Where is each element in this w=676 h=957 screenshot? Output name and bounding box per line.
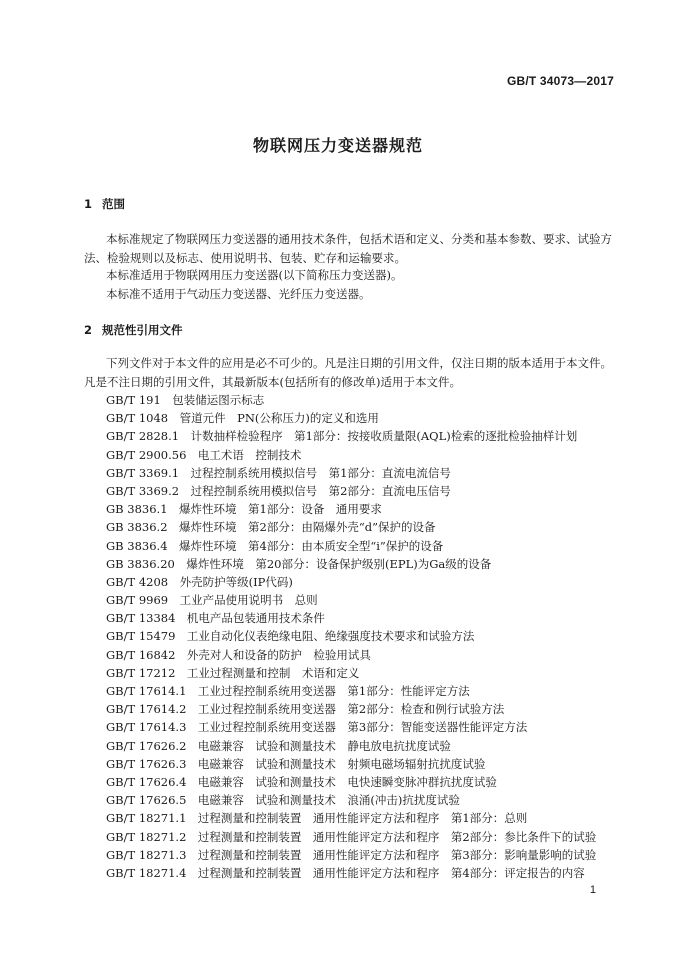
section-number: 1 (84, 197, 93, 211)
reference-item (106, 664, 596, 682)
reference-title: 爆炸性环境 第1部分：设备 通用要求 (179, 502, 382, 517)
reference-code: GB/T 191 (106, 393, 161, 407)
reference-title: 工业产品使用说明书 总则 (179, 593, 318, 608)
reference-code: GB 3836.4 (106, 538, 168, 553)
reference-code: GB/T 13384 (106, 611, 176, 626)
reference-item (106, 700, 596, 718)
reference-code: GB/T 16842 (106, 647, 176, 662)
section-2-heading (84, 322, 183, 338)
reference-item (106, 591, 596, 609)
reference-spacer (186, 720, 198, 734)
reference-item (106, 627, 596, 645)
reference-spacer (186, 848, 198, 862)
reference-spacer (186, 811, 198, 825)
reference-code: GB 3836.2 (106, 520, 168, 535)
reference-code: GB/T 17614.1 (106, 684, 187, 698)
reference-item (106, 609, 596, 627)
reference-title: 工业过程测量和控制 术语和定义 (186, 665, 360, 680)
reference-spacer (175, 557, 187, 571)
reference-code: GB/T 3369.2 (106, 483, 180, 498)
reference-spacer (168, 411, 180, 425)
reference-title: 电磁兼容 试验和测量技术 射频电磁场辐射抗扰度试验 (197, 756, 486, 771)
reference-code: GB/T 1048 (106, 411, 169, 426)
reference-item (106, 809, 596, 827)
reference-item (106, 537, 596, 555)
reference-spacer (168, 575, 180, 589)
section-number: 2 (84, 323, 93, 337)
reference-item (106, 737, 596, 755)
reference-item (106, 446, 596, 464)
reference-spacer (175, 611, 187, 625)
reference-title: 过程控制系统用模拟信号 第1部分：直流电流信号 (190, 465, 451, 480)
reference-spacer (161, 393, 173, 407)
reference-title: 爆炸性环境 第20部分：设备保护级别(EPL)为Ga级的设备 (186, 556, 492, 571)
reference-code: GB/T 2828.1 (106, 429, 180, 444)
reference-title: 外壳对人和设备的防护 检验用试具 (186, 647, 371, 662)
reference-spacer (168, 520, 180, 534)
reference-code: GB/T 2900.56 (106, 447, 187, 462)
reference-item (106, 828, 596, 846)
reference-code: GB/T 17626.5 (106, 793, 187, 808)
reference-title: 包装储运图示标志 (172, 393, 265, 407)
reference-title: 过程测量和控制装置 通用性能评定方法和程序 第4部分：评定报告的内容 (197, 865, 585, 880)
reference-spacer (186, 739, 198, 753)
reference-code: GB/T 17626.2 (106, 738, 187, 753)
reference-code: GB/T 17626.4 (106, 774, 187, 789)
reference-title: 机电产品包装通用技术条件 (186, 611, 325, 626)
reference-code: GB/T 18271.2 (106, 829, 187, 844)
reference-code: GB 3836.1 (106, 502, 168, 517)
reference-title: 管道元件 PN(公称压力)的定义和选用 (179, 411, 379, 426)
reference-spacer (186, 866, 198, 880)
reference-item (106, 573, 596, 591)
reference-code: GB 3836.20 (106, 556, 175, 571)
reference-title: 电磁兼容 试验和测量技术 浪涌(冲击)抗扰度试验 (197, 793, 460, 808)
section-1-heading (84, 196, 125, 212)
reference-item (106, 773, 596, 791)
reference-code: GB/T 17212 (106, 665, 176, 680)
reference-title: 过程测量和控制装置 通用性能评定方法和程序 第1部分：总则 (197, 811, 528, 826)
reference-spacer (186, 448, 198, 462)
reference-title: 工业过程控制系统用变送器 第1部分：性能评定方法 (197, 684, 470, 698)
normative-references-list (106, 391, 596, 882)
reference-item (106, 755, 596, 773)
reference-title: 工业过程控制系统用变送器 第3部分：智能变送器性能评定方法 (197, 720, 528, 735)
reference-spacer (186, 702, 198, 716)
reference-item (106, 482, 596, 500)
reference-spacer (186, 757, 198, 771)
document-code: GB/T 34073—2017 (506, 74, 614, 88)
reference-spacer (179, 484, 191, 498)
reference-code: GB/T 17614.2 (106, 702, 187, 717)
reference-title: 过程测量和控制装置 通用性能评定方法和程序 第3部分：影响量影响的试验 (197, 847, 597, 862)
reference-spacer (175, 648, 187, 662)
reference-code: GB/T 18271.1 (106, 811, 187, 826)
document-title: 物联网压力变送器规范 (252, 136, 423, 155)
reference-title: 过程控制系统用模拟信号 第2部分：直流电压信号 (190, 483, 451, 498)
reference-title: 爆炸性环境 第4部分：由本质安全型“i”保护的设备 (179, 538, 444, 553)
reference-title: 工业自动化仪表绝缘电阻、绝缘强度技术要求和试验方法 (186, 629, 475, 644)
reference-item (106, 846, 596, 864)
reference-title: 计数抽样检验程序 第1部分：按接收质量限(AQL)检索的逐批检验抽样计划 (190, 429, 578, 444)
reference-item (106, 791, 596, 809)
reference-spacer (175, 629, 187, 643)
reference-spacer (179, 466, 191, 480)
reference-spacer (179, 429, 191, 443)
reference-title: 过程测量和控制装置 通用性能评定方法和程序 第2部分：参比条件下的试验 (197, 829, 597, 844)
reference-code: GB/T 17626.3 (106, 756, 187, 771)
section-title: 范围 (102, 197, 125, 211)
reference-spacer (168, 593, 180, 607)
reference-spacer (186, 775, 198, 789)
reference-title: 电磁兼容 试验和测量技术 电快速瞬变脉冲群抗扰度试验 (197, 774, 497, 789)
reference-spacer (168, 502, 180, 516)
reference-title: 电工术语 控制技术 (197, 447, 302, 462)
page-number: 1 (589, 884, 596, 896)
reference-code: GB/T 4208 (106, 574, 169, 589)
reference-title: 工业过程控制系统用变送器 第2部分：检查和例行试验方法 (197, 702, 505, 717)
scope-applicability: 本标准适用于物联网用压力变送器(以下简称压力变送器)。 (106, 268, 403, 282)
reference-item (106, 500, 596, 518)
reference-item (106, 718, 596, 736)
scope-exclusion: 本标准不适用于气动压力变送器、光纤压力变送器。 (106, 287, 371, 301)
reference-title: 外壳防护等级(IP代码) (179, 574, 293, 589)
reference-item (106, 682, 596, 700)
reference-spacer (186, 793, 198, 807)
reference-item (106, 864, 596, 882)
reference-code: GB/T 17614.3 (106, 720, 187, 735)
reference-item (106, 464, 596, 482)
reference-code: GB/T 3369.1 (106, 465, 180, 480)
reference-title: 电磁兼容 试验和测量技术 静电放电抗扰度试验 (197, 738, 451, 753)
reference-spacer (175, 666, 187, 680)
reference-item (106, 555, 596, 573)
reference-spacer (168, 539, 180, 553)
section-title: 规范性引用文件 (102, 323, 183, 337)
reference-title: 爆炸性环境 第2部分：由隔爆外壳“d”保护的设备 (179, 520, 436, 535)
reference-code: GB/T 18271.4 (106, 865, 187, 880)
references-intro: 下列文件对于本文件的应用是必不可少的。凡是注日期的引用文件，仅注日期的版本适用于本文件。凡是不注日期的引用文件，其最新版本(包括所有的修改单)适用于本文件。 (84, 356, 612, 389)
reference-item (106, 518, 596, 536)
reference-spacer (186, 684, 198, 698)
scope-paragraph: 本标准规定了物联网压力变送器的通用技术条件，包括术语和定义、分类和基本参数、要求、试验方法、检验规则以及标志、使用说明书、包装、贮存和运输要求。 (84, 232, 612, 265)
reference-item (106, 409, 596, 427)
reference-code: GB/T 18271.3 (106, 847, 187, 862)
reference-spacer (186, 830, 198, 844)
reference-item (106, 646, 596, 664)
reference-code: GB/T 9969 (106, 593, 169, 608)
reference-item (106, 391, 596, 409)
reference-code: GB/T 15479 (106, 629, 176, 644)
reference-item (106, 427, 596, 445)
